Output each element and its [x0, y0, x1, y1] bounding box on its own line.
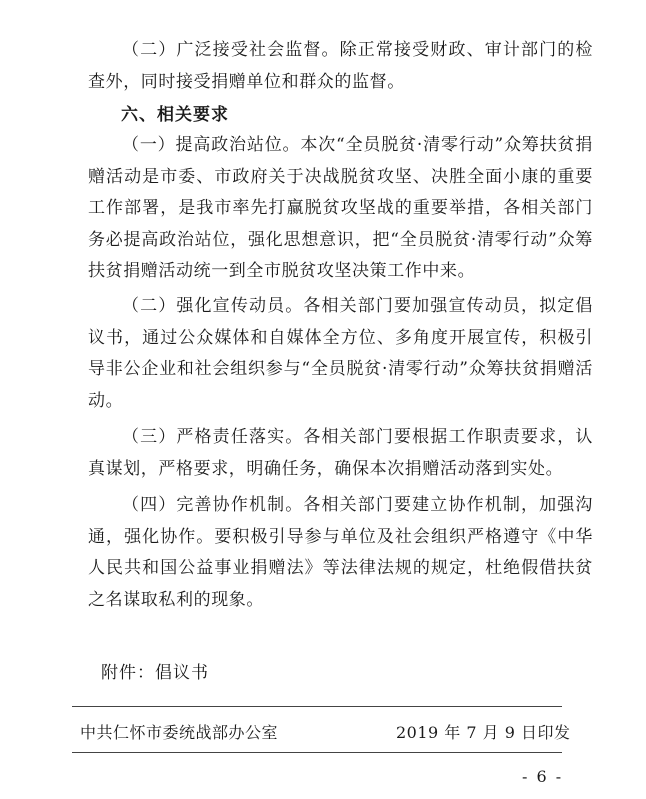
issuing-office: 中共仁怀市委统战部办公室 — [80, 723, 279, 742]
page-number: - 6 - — [522, 767, 564, 786]
footer-top-rule — [72, 706, 562, 707]
paragraph-requirement-2: （二）强化宣传动员。各相关部门要加强宣传动员，拟定倡议书，通过公众媒体和自媒体全方位、多角度开展宣传，积极引导非公企业和社会组织参与“全员脱贫·清零行动”众筹扶贫捐赠活动。 — [88, 296, 593, 411]
paragraph-supervision: （二）广泛接受社会监督。除正常接受财政、审计部门的检查外，同时接受捐赠单位和群众的监督。 — [88, 40, 593, 92]
paragraph-requirement-4: （四）完善协作机制。各相关部门要建立协作机制，加强沟通，强化协作。要积极引导参与单位及社会组织严格遵守《中华人民共和国公益事业捐赠法》等法律法规的规定，杜绝假借扶贫之名谋取私利的现象。 — [88, 495, 593, 610]
paragraph-requirement-3: （三）严格责任落实。各相关部门要根据工作职责要求，认真谋划，严格要求，明确任务，确保本次捐赠活动落到实处。 — [88, 427, 593, 479]
section-heading: 六、相关要求 — [121, 105, 229, 125]
footer-bottom-rule — [72, 752, 562, 753]
paragraph-requirement-1: （一）提高政治站位。本次“全员脱贫·清零行动”众筹扶贫捐赠活动是市委、市政府关于决战脱贫攻坚、决胜全面小康的重要工作部署，是我市率先打赢脱贫攻坚战的重要举措，各相关部门务必提高政治站位，强化思想意识，把“全员脱贫·清零行动”众筹扶贫捐赠活动统一到全市脱贫攻坚决策工作中来。 — [88, 135, 593, 282]
issue-date: 2019 年 7 月 9 日印发 — [396, 723, 571, 742]
attachment-line: 附件：倡议书 — [101, 663, 209, 683]
